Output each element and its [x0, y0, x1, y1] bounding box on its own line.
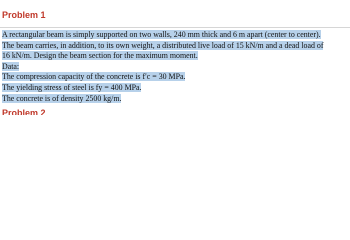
- problem-line: 16 kN/m. Design the beam section for the maximum moment.: [2, 51, 198, 61]
- problem-1-body[interactable]: [2, 30, 350, 104]
- problem-2-heading: Problem 2: [2, 108, 46, 115]
- problem-line: The beam carries, in addition, to its own weight, a distributed live load of 15 kN/m and a dead load of: [2, 40, 324, 50]
- concrete-density-line: The concrete is of density 2500 kg/m.: [2, 93, 122, 103]
- problem-line: A rectangular beam is simply supported on two walls, 240 mm thick and 6 m apart (center to center).: [2, 30, 321, 39]
- document-page: [0, 0, 350, 115]
- concrete-strength-line: The compression capacity of the concrete is f′c = 30 MPa.: [2, 72, 186, 82]
- data-label: Data:: [2, 61, 20, 71]
- steel-yield-line: The yielding stress of steel is fy = 400 MPa.: [2, 82, 142, 92]
- problem-1-heading: Problem 1: [2, 10, 46, 20]
- section-divider: [0, 27, 350, 28]
